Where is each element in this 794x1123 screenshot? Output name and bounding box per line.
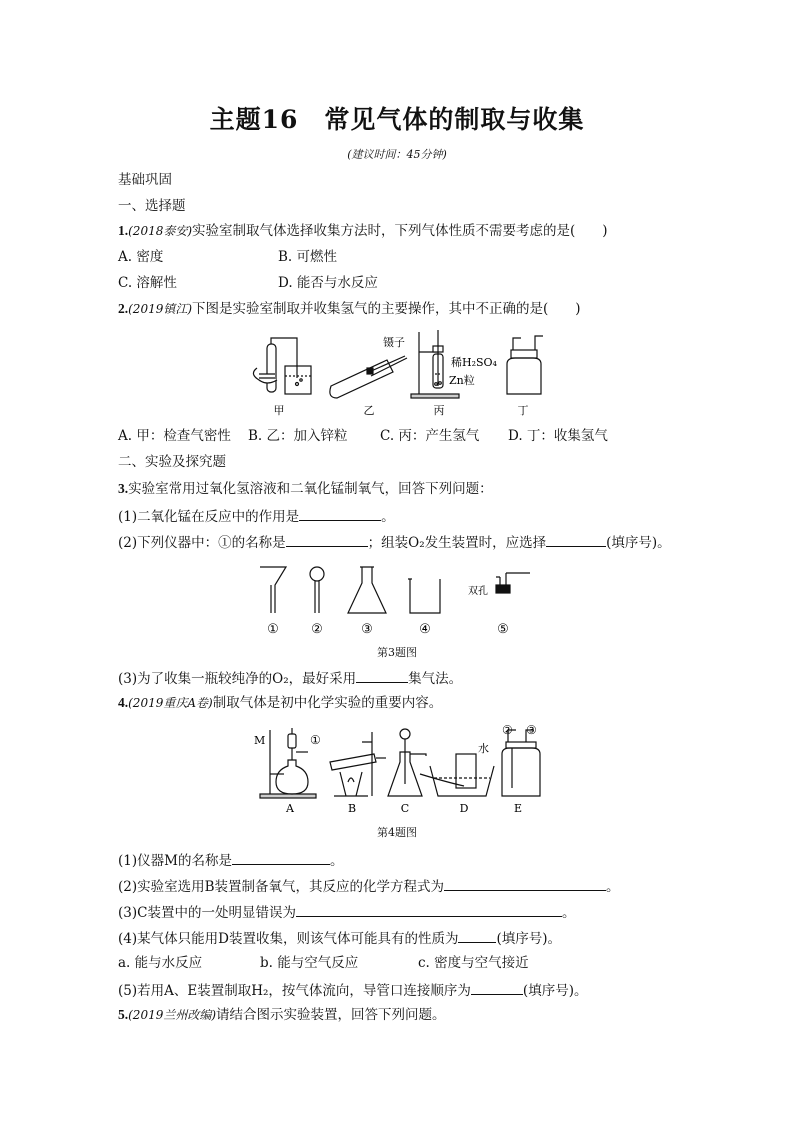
- part-text: (4)某气体只能用D装置收集，则该气体可能具有的性质为: [118, 931, 459, 947]
- question-3-part-2: [118, 533, 671, 551]
- apparatus-d: [420, 754, 494, 796]
- part-text: (3)为了收集一瓶较纯净的O₂，最好采用: [118, 671, 357, 687]
- label-zinc: Zn粒: [449, 374, 475, 387]
- question-text: 制取气体是初中化学实验的重要内容。: [212, 695, 443, 711]
- question-4: [118, 695, 442, 711]
- question-1-options-row2: [118, 275, 378, 291]
- answer-blank[interactable]: [286, 533, 368, 547]
- fig-label-5: ⑤: [497, 622, 509, 637]
- section-heading: 基础巩固: [118, 172, 172, 188]
- label-port-3: ③: [526, 723, 537, 737]
- question-4-part-1: [118, 851, 343, 869]
- option-d: D. 丁：收集氢气: [508, 428, 608, 444]
- answer-blank[interactable]: [546, 533, 606, 547]
- answer-blank[interactable]: [444, 877, 606, 891]
- part-heading-choice: 一、选择题: [118, 198, 186, 214]
- question-number: 2.: [118, 301, 129, 316]
- apparatus-jia: [253, 338, 311, 394]
- apparatus-ding: [507, 336, 543, 394]
- fig-label-a: A: [286, 802, 294, 815]
- conical-flask-drawing: [348, 567, 386, 613]
- fig-label-1: ①: [267, 622, 279, 637]
- fig-label-d: D: [459, 802, 469, 815]
- part-text: (1)仪器M的名称是: [118, 853, 232, 869]
- option-c: c. 密度与空气接近: [418, 955, 529, 971]
- question-source: (2019兰州改编): [128, 1008, 217, 1022]
- question-4-options: [118, 955, 529, 971]
- question-3-part-1: [118, 507, 395, 525]
- question-source: (2019镇江): [128, 302, 193, 316]
- answer-blank[interactable]: [458, 929, 496, 943]
- part-text-end: (填序号)。: [606, 535, 671, 551]
- option-d: D. 能否与水反应: [278, 275, 378, 291]
- option-b: B. 可燃性: [278, 249, 338, 265]
- part-text-end: 。: [561, 905, 576, 921]
- question-number: 3.: [118, 481, 129, 496]
- option-b: b. 能与空气反应: [260, 955, 359, 971]
- two-hole-stopper-drawing: [496, 573, 530, 585]
- figure-caption: 第4题图: [377, 826, 417, 839]
- fig-label-bing: 丙: [433, 404, 445, 417]
- answer-blank[interactable]: [232, 851, 330, 865]
- option-a: A. 密度: [118, 249, 164, 265]
- fig-label-e: E: [513, 802, 523, 815]
- answer-blank[interactable]: [296, 903, 562, 917]
- question-text: 实验室制取气体选择收集方法时，下列气体性质不需要考虑的是( ): [192, 223, 608, 239]
- part-text-end: 。: [329, 853, 344, 869]
- question-source: (2018泰安): [128, 224, 193, 238]
- part-text: (3)C装置中的一处明显错误为: [118, 905, 296, 921]
- answer-blank[interactable]: [299, 507, 381, 521]
- q2-figure: [245, 328, 555, 420]
- page-title: 主题16 常见气体的制取与收集: [209, 105, 585, 134]
- q3-figure: [250, 563, 540, 639]
- question-4-part-2: [118, 877, 620, 895]
- part-text-end: 集气法。: [408, 671, 463, 687]
- fig-label-4: ④: [419, 622, 431, 637]
- apparatus-c: [388, 729, 426, 796]
- question-4-part-5: [118, 981, 587, 999]
- label-tweezers: 镊子: [383, 336, 405, 349]
- part-text-end: (填序号)。: [496, 931, 561, 947]
- option-c: C. 溶解性: [118, 275, 177, 291]
- question-text: 下图是实验室制取并收集氢气的主要操作，其中不正确的是( ): [192, 301, 581, 317]
- figure-caption: 第3题图: [377, 646, 417, 659]
- part-text: (1)二氧化锰在反应中的作用是: [118, 509, 300, 525]
- answer-blank[interactable]: [471, 981, 523, 995]
- funnel-drawing: [260, 567, 286, 613]
- label-m: M: [254, 734, 266, 747]
- label-two-hole: 双孔: [468, 586, 488, 597]
- apparatus-yi: [330, 356, 407, 398]
- question-4-part-3: [118, 903, 575, 921]
- question-number: 4.: [118, 695, 129, 710]
- fig-label-yi: 乙: [363, 404, 375, 417]
- apparatus-a: [260, 728, 316, 798]
- apparatus-e: [502, 730, 540, 796]
- part-text: (2)实验室选用B装置制备氧气，其反应的化学方程式为: [118, 879, 445, 895]
- label-port-2: ②: [502, 723, 513, 737]
- part-heading-experiment: 二、实验及探究题: [118, 454, 226, 470]
- part-text-end: (填序号)。: [522, 983, 588, 999]
- fig-label-2: ②: [311, 622, 323, 637]
- beaker-drawing: [408, 579, 440, 613]
- part-text-end: 。: [381, 509, 395, 525]
- apparatus-b: [330, 732, 386, 796]
- label-water: 水: [478, 742, 489, 755]
- question-number: 5.: [118, 1007, 129, 1022]
- question-text: 请结合图示实验装置，回答下列问题。: [216, 1007, 446, 1023]
- part-text: (2)下列仪器中：①的名称是: [118, 535, 286, 551]
- suggested-time: (建议时间：45分钟): [347, 148, 447, 161]
- option-a: a. 能与水反应: [118, 955, 203, 971]
- thistle-funnel-drawing: [310, 567, 324, 581]
- question-1: [118, 223, 608, 239]
- question-2: [118, 301, 581, 317]
- fig-label-jia: 甲: [273, 404, 285, 417]
- question-number: 1.: [118, 223, 129, 238]
- fig-label-ding: 丁: [517, 404, 529, 417]
- question-4-part-4: [118, 929, 561, 947]
- answer-blank[interactable]: [356, 669, 408, 683]
- question-3-part-3: [118, 669, 462, 687]
- question-1-options-row1: [118, 249, 337, 265]
- fig-label-b: B: [347, 802, 357, 815]
- question-2-options: [118, 428, 608, 444]
- fig-label-c: C: [400, 802, 410, 815]
- part-text-end: 。: [606, 879, 620, 895]
- label-port-1: ①: [310, 733, 321, 747]
- question-3: [118, 481, 493, 497]
- part-text: (5)若用A、E装置制取H₂，按气体流向，导管口连接顺序为: [118, 983, 471, 999]
- question-text: 实验室常用过氧化氢溶液和二氧化锰制氧气，回答下列问题：: [128, 481, 493, 497]
- part-text: ；组装O₂发生装置时，应选择: [367, 535, 547, 551]
- option-b: B. 乙：加入锌粒: [248, 428, 348, 444]
- question-source: (2019重庆A卷): [128, 696, 213, 710]
- fig-label-3: ③: [361, 622, 373, 637]
- label-dilute-acid: 稀H₂SO₄: [451, 356, 497, 369]
- option-c: C. 丙：产生氢气: [380, 428, 480, 444]
- option-a: A. 甲：检查气密性: [118, 428, 231, 444]
- q4-figure: [250, 722, 550, 818]
- question-5: [118, 1007, 446, 1023]
